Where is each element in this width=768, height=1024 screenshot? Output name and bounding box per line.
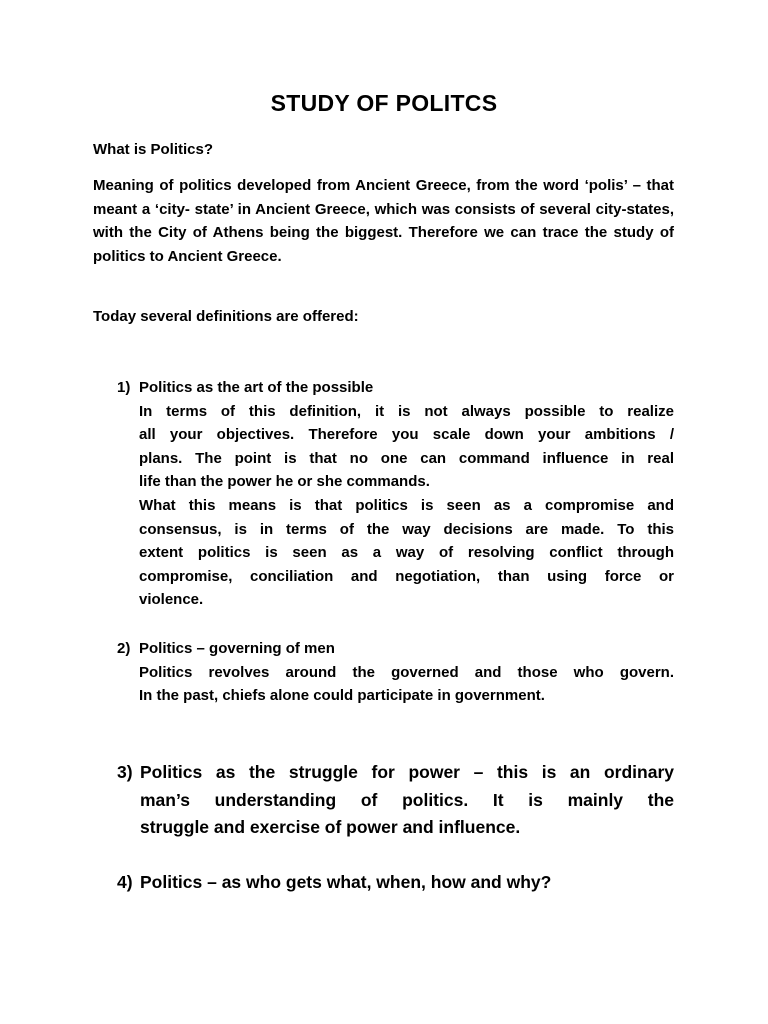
page-title: STUDY OF POLITCS: [270, 90, 498, 116]
item-line: consensus, is in terms of the way decisions are made. To this: [139, 520, 674, 538]
item-line: In the past, chiefs alone could participate in government.: [139, 687, 545, 705]
item-line: all your objectives. Therefore you scale down your ambitions /: [139, 426, 674, 444]
item-line: plans. The point is that no one can command influence in real: [139, 449, 674, 467]
item-body: [139, 637, 674, 708]
item-number: 3): [117, 762, 133, 782]
item-number: 2): [117, 640, 131, 657]
item-line: man’s understanding of politics. It is mainly the: [140, 789, 674, 810]
intro-paragraph: Meaning of politics developed from Ancient Greece, from the word ‘polis’ – that meant a ‘city- state’ in Ancient Greece, which was consists of several city-states, with the City of Athens being the biggest. Therefore we can trace the study of politics to Ancient Greece.: [93, 177, 674, 265]
item-line: In terms of this definition, it is not always possible to realize: [139, 402, 674, 420]
item-body: [140, 869, 674, 897]
section-question: What is Politics?: [93, 141, 214, 158]
item-line: extent politics is seen as a way of resolving conflict through: [139, 544, 674, 562]
item-line: violence.: [139, 591, 204, 609]
item-line: Politics as the struggle for power – this is an ordinary: [140, 762, 674, 782]
definitions-lead: Today several definitions are offered:: [93, 308, 359, 325]
item-body: [139, 376, 674, 612]
item-body: [140, 759, 674, 842]
item-heading: Politics – governing of men: [139, 640, 335, 657]
item-number: 1): [117, 379, 131, 396]
item-line: compromise, conciliation and negotiation, than using force or: [139, 567, 674, 585]
item-line: Politics – as who gets what, when, how and why?: [140, 872, 552, 892]
item-number: 4): [117, 872, 133, 892]
item-line: Politics revolves around the governed and those who govern.: [139, 663, 674, 681]
item-line: What this means is that politics is seen as a compromise and: [139, 496, 674, 514]
item-heading: Politics as the art of the possible: [139, 379, 374, 396]
item-line: life than the power he or she commands.: [139, 473, 430, 491]
item-line: struggle and exercise of power and influence.: [140, 817, 521, 837]
